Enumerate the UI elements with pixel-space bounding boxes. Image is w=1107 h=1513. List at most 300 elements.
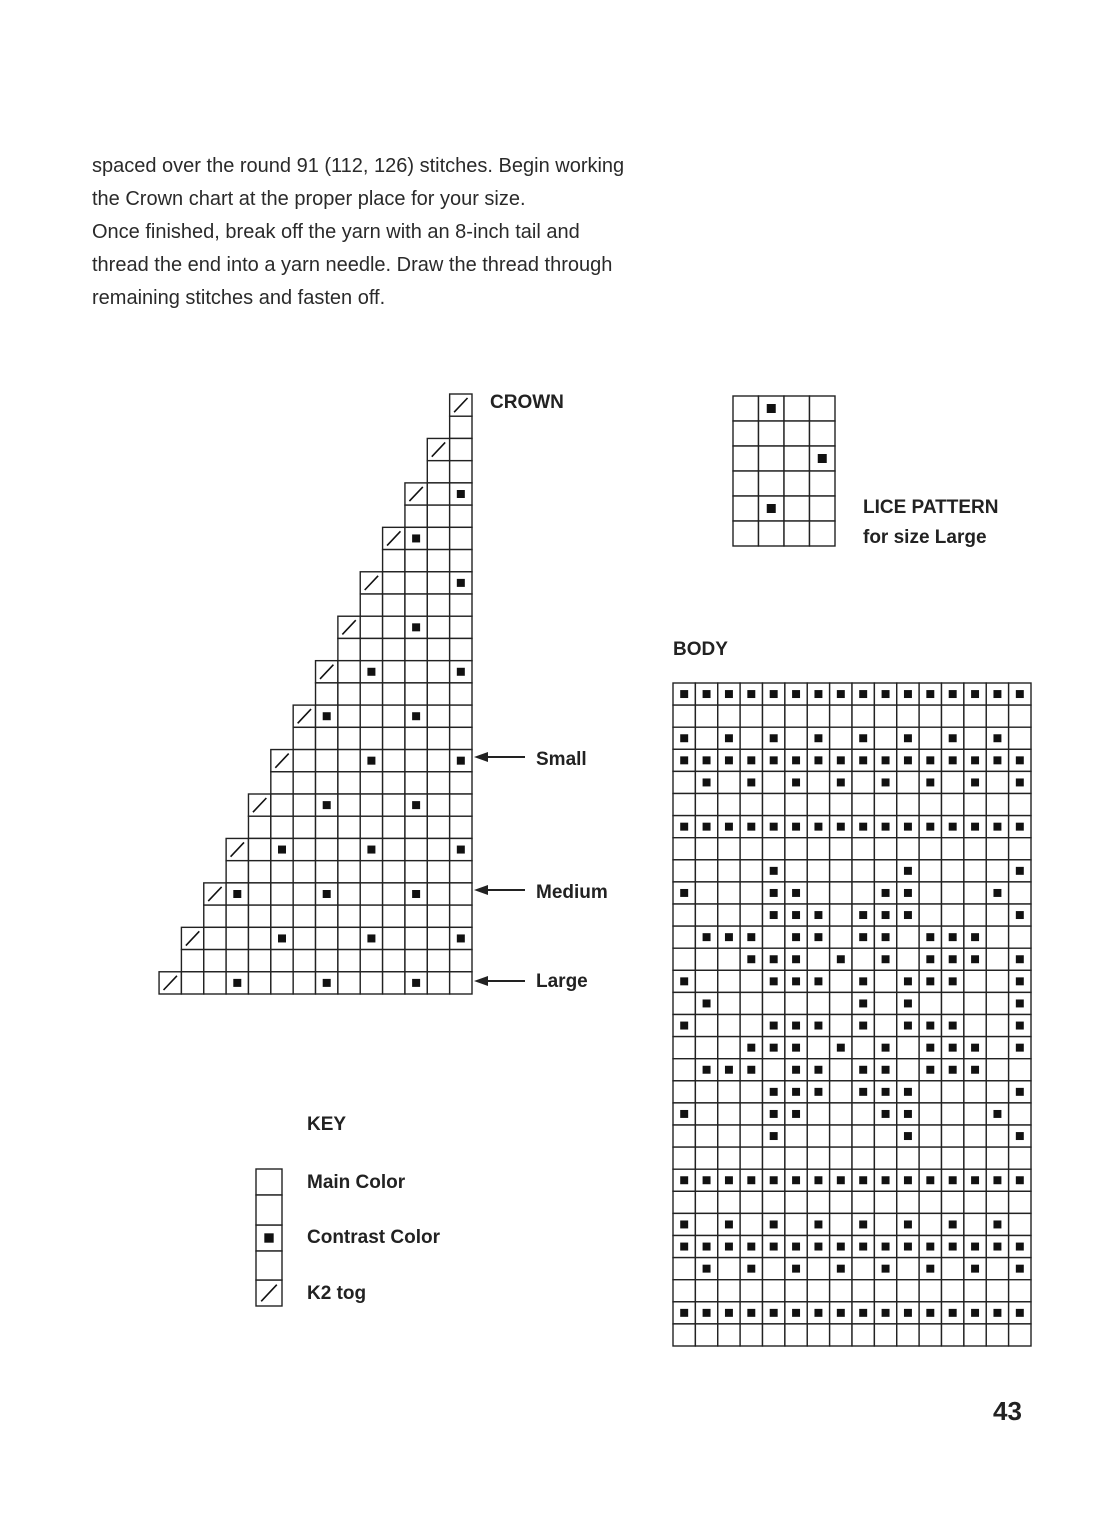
chart-cell (673, 771, 695, 793)
chart-cell (874, 794, 896, 816)
chart-cell (986, 1125, 1008, 1147)
contrast-stitch-mark (814, 1066, 822, 1074)
contrast-stitch-mark (680, 823, 688, 831)
chart-cell (338, 794, 360, 816)
contrast-stitch-mark (747, 690, 755, 698)
chart-cell (383, 927, 405, 949)
chart-cell (807, 1103, 829, 1125)
contrast-stitch-mark (680, 756, 688, 764)
chart-cell (718, 992, 740, 1014)
contrast-stitch-mark (747, 1066, 755, 1074)
contrast-stitch-mark (367, 846, 375, 854)
chart-cell (852, 771, 874, 793)
chart-cell (785, 727, 807, 749)
chart-cell (226, 905, 248, 927)
chart-cell (673, 1081, 695, 1103)
chart-cell (338, 638, 360, 660)
chart-cell (293, 794, 315, 816)
arrow-head (474, 752, 488, 762)
contrast-stitch-mark (792, 1066, 800, 1074)
chart-cell (740, 1081, 762, 1103)
chart-cell (763, 1059, 785, 1081)
chart-cell (695, 794, 717, 816)
chart-cell (316, 861, 338, 883)
contrast-stitch-mark (882, 1176, 890, 1184)
contrast-stitch-mark (949, 977, 957, 985)
chart-cell (964, 838, 986, 860)
key-spacer-cell (256, 1195, 282, 1225)
chart-cell (830, 1147, 852, 1169)
chart-cell (383, 750, 405, 772)
contrast-stitch-mark (949, 1022, 957, 1030)
contrast-stitch-mark (680, 734, 688, 742)
chart-cell (673, 705, 695, 727)
chart-cell (810, 421, 836, 446)
key-label-k2tog: K2 tog (307, 1283, 367, 1304)
chart-cell (405, 550, 427, 572)
chart-cell (360, 616, 382, 638)
chart-cell (964, 1103, 986, 1125)
chart-cell (248, 816, 270, 838)
chart-cell (830, 1125, 852, 1147)
chart-cell (718, 1191, 740, 1213)
contrast-stitch-mark (770, 1132, 778, 1140)
contrast-stitch-mark (949, 690, 957, 698)
contrast-stitch-mark (680, 1110, 688, 1118)
chart-cell (807, 1258, 829, 1280)
chart-cell (293, 861, 315, 883)
contrast-stitch-mark (770, 1220, 778, 1228)
chart-cell (919, 1191, 941, 1213)
chart-cell (293, 750, 315, 772)
chart-cell (830, 1103, 852, 1125)
chart-cell (852, 1324, 874, 1346)
chart-cell (740, 727, 762, 749)
chart-cell (759, 446, 785, 471)
contrast-stitch-mark (703, 690, 711, 698)
contrast-stitch-mark (680, 1022, 688, 1030)
chart-cell (695, 1103, 717, 1125)
chart-cell (919, 1213, 941, 1235)
contrast-stitch-mark (412, 623, 420, 631)
chart-cell (919, 1280, 941, 1302)
chart-cell (338, 661, 360, 683)
contrast-stitch-mark (949, 955, 957, 963)
chart-cell (785, 1280, 807, 1302)
chart-cell (785, 1147, 807, 1169)
chart-cell (450, 616, 472, 638)
chart-cell (248, 883, 270, 905)
chart-cell (293, 816, 315, 838)
chart-cell (450, 438, 472, 460)
contrast-stitch-mark (792, 1265, 800, 1273)
chart-cell (810, 396, 836, 421)
chart-cell (718, 1015, 740, 1037)
chart-cell (360, 861, 382, 883)
contrast-stitch-mark (993, 1110, 1001, 1118)
chart-cell (450, 972, 472, 994)
intro-line: remaining stitches and fasten off. (92, 287, 386, 309)
contrast-stitch-mark (904, 1022, 912, 1030)
key-swatches (256, 1169, 282, 1306)
chart-cell (248, 861, 270, 883)
chart-cell (964, 970, 986, 992)
contrast-stitch-mark (1016, 1088, 1024, 1096)
contrast-stitch-mark (233, 890, 241, 898)
chart-cell (293, 772, 315, 794)
chart-cell (807, 882, 829, 904)
chart-cell (986, 992, 1008, 1014)
chart-cell (383, 816, 405, 838)
chart-cell (718, 860, 740, 882)
chart-cell (450, 638, 472, 660)
chart-cell (733, 446, 759, 471)
chart-cell (673, 904, 695, 926)
contrast-stitch-mark (747, 1044, 755, 1052)
chart-cell (784, 446, 810, 471)
contrast-stitch-mark (792, 823, 800, 831)
chart-cell (405, 861, 427, 883)
page-number: 43 (993, 1396, 1022, 1426)
chart-cell (897, 948, 919, 970)
contrast-stitch-mark (859, 1309, 867, 1317)
contrast-stitch-mark (993, 1176, 1001, 1184)
chart-cell (830, 705, 852, 727)
chart-cell (405, 727, 427, 749)
chart-cell (673, 1037, 695, 1059)
chart-cell (897, 1324, 919, 1346)
chart-cell (897, 1280, 919, 1302)
chart-cell (427, 616, 449, 638)
chart-cell (740, 970, 762, 992)
chart-cell (695, 1147, 717, 1169)
chart-cell (807, 948, 829, 970)
contrast-stitch-mark (770, 1176, 778, 1184)
contrast-stitch-mark (993, 756, 1001, 764)
chart-cell (405, 816, 427, 838)
chart-cell (830, 926, 852, 948)
chart-cell (964, 904, 986, 926)
chart-cell (673, 1191, 695, 1213)
contrast-stitch-mark (904, 690, 912, 698)
chart-cell (942, 1125, 964, 1147)
chart-cell (316, 950, 338, 972)
chart-cell (852, 705, 874, 727)
contrast-stitch-mark (837, 756, 845, 764)
chart-cell (830, 1213, 852, 1235)
contrast-stitch-mark (949, 1309, 957, 1317)
chart-cell (695, 1037, 717, 1059)
chart-cell (942, 1191, 964, 1213)
chart-cell (964, 1280, 986, 1302)
chart-cell (293, 972, 315, 994)
contrast-stitch-mark (859, 977, 867, 985)
chart-cell (807, 1037, 829, 1059)
arrow-medium (474, 885, 525, 895)
contrast-stitch-mark (792, 1088, 800, 1096)
intro-line: Once finished, break off the yarn with an 8-inch tail and (92, 221, 580, 243)
contrast-stitch-mark (904, 823, 912, 831)
arrow-large (474, 976, 525, 986)
chart-cell (964, 1147, 986, 1169)
chart-cell (226, 950, 248, 972)
chart-cell (338, 927, 360, 949)
chart-cell (785, 794, 807, 816)
chart-cell (919, 1103, 941, 1125)
chart-cell (695, 1280, 717, 1302)
contrast-stitch-mark (814, 977, 822, 985)
contrast-stitch-mark (1016, 823, 1024, 831)
contrast-stitch-mark (971, 823, 979, 831)
chart-cell (293, 838, 315, 860)
contrast-stitch-mark (971, 1243, 979, 1251)
chart-cell (405, 661, 427, 683)
chart-cell (450, 861, 472, 883)
chart-cell (338, 705, 360, 727)
chart-cell (964, 1015, 986, 1037)
contrast-stitch-mark (926, 977, 934, 985)
chart-cell (360, 794, 382, 816)
chart-cell (718, 1147, 740, 1169)
chart-cell (1009, 1280, 1031, 1302)
key-label-contrast-color: Contrast Color (307, 1227, 440, 1248)
body-title: BODY (673, 639, 728, 660)
chart-cell (763, 1147, 785, 1169)
contrast-stitch-mark (814, 823, 822, 831)
contrast-stitch-mark (904, 911, 912, 919)
contrast-stitch-mark (993, 734, 1001, 742)
contrast-stitch-mark (747, 1265, 755, 1273)
chart-cell (874, 1280, 896, 1302)
arrow-small (474, 752, 525, 762)
contrast-stitch-mark (926, 933, 934, 941)
chart-cell (852, 948, 874, 970)
chart-cell (1009, 727, 1031, 749)
chart-cell (830, 1059, 852, 1081)
contrast-stitch-mark (837, 1265, 845, 1273)
chart-cell (740, 1280, 762, 1302)
contrast-stitch-mark (882, 889, 890, 897)
contrast-stitch-mark (1016, 1176, 1024, 1184)
chart-cell (383, 772, 405, 794)
chart-cell (338, 838, 360, 860)
contrast-stitch-mark (725, 1220, 733, 1228)
chart-cell (450, 461, 472, 483)
contrast-stitch-mark (814, 1309, 822, 1317)
chart-cell (733, 421, 759, 446)
contrast-stitch-mark (949, 734, 957, 742)
chart-cell (450, 950, 472, 972)
chart-cell (718, 1037, 740, 1059)
contrast-stitch-mark (412, 890, 420, 898)
contrast-stitch-mark (904, 977, 912, 985)
contrast-stitch-mark (949, 1243, 957, 1251)
contrast-stitch-mark (1016, 955, 1024, 963)
contrast-stitch-mark (792, 977, 800, 985)
contrast-stitch-mark (792, 1022, 800, 1030)
contrast-stitch-mark (949, 1066, 957, 1074)
contrast-stitch-mark (725, 933, 733, 941)
chart-cell (807, 705, 829, 727)
chart-cell (718, 948, 740, 970)
chart-cell (986, 948, 1008, 970)
chart-cell (919, 1081, 941, 1103)
chart-cell (807, 860, 829, 882)
contrast-stitch-mark (882, 1044, 890, 1052)
contrast-stitch-mark (949, 1176, 957, 1184)
chart-cell (986, 926, 1008, 948)
contrast-stitch-mark (971, 933, 979, 941)
chart-cell (874, 1015, 896, 1037)
chart-cell (852, 1103, 874, 1125)
contrast-stitch-mark (1016, 1243, 1024, 1251)
chart-cell (360, 594, 382, 616)
contrast-stitch-mark (725, 823, 733, 831)
chart-cell (759, 471, 785, 496)
chart-cell (673, 1147, 695, 1169)
contrast-stitch-mark (904, 1309, 912, 1317)
contrast-stitch-mark (926, 1176, 934, 1184)
contrast-stitch-mark (770, 1110, 778, 1118)
chart-cell (383, 638, 405, 660)
contrast-stitch-mark (680, 1220, 688, 1228)
chart-cell (695, 904, 717, 926)
chart-cell (897, 771, 919, 793)
chart-cell (1009, 838, 1031, 860)
chart-cell (427, 572, 449, 594)
contrast-stitch-mark (814, 1088, 822, 1096)
contrast-stitch-mark (747, 1176, 755, 1184)
chart-cell (338, 950, 360, 972)
chart-cell (695, 838, 717, 860)
chart-cell (338, 972, 360, 994)
chart-cell (360, 683, 382, 705)
chart-cell (919, 838, 941, 860)
chart-cell (316, 927, 338, 949)
chart-cell (740, 882, 762, 904)
lice-subtitle: for size Large (863, 527, 987, 548)
chart-cell (830, 1324, 852, 1346)
contrast-stitch-mark (949, 823, 957, 831)
contrast-stitch-mark (814, 1176, 822, 1184)
contrast-stitch-mark (792, 889, 800, 897)
intro-line: the Crown chart at the proper place for your size. (92, 188, 526, 210)
chart-cell (673, 948, 695, 970)
contrast-stitch-mark (725, 734, 733, 742)
contrast-stitch-mark (904, 1110, 912, 1118)
chart-cell (807, 1191, 829, 1213)
chart-cell (785, 1191, 807, 1213)
chart-cell (695, 1081, 717, 1103)
chart-cell (852, 1258, 874, 1280)
contrast-stitch-mark (770, 1022, 778, 1030)
chart-cell (763, 705, 785, 727)
chart-cell (810, 471, 836, 496)
chart-cell (293, 727, 315, 749)
contrast-stitch-mark (949, 1044, 957, 1052)
chart-cell (316, 750, 338, 772)
chart-cell (986, 904, 1008, 926)
key-label-main-color: Main Color (307, 1172, 406, 1193)
contrast-stitch-mark (926, 1044, 934, 1052)
contrast-stitch-mark (323, 979, 331, 987)
contrast-stitch-mark (747, 955, 755, 963)
chart-cell (204, 905, 226, 927)
chart-cell (673, 860, 695, 882)
chart-cell (740, 838, 762, 860)
chart-cell (360, 816, 382, 838)
contrast-stitch-mark (767, 504, 776, 513)
chart-cell (1009, 1059, 1031, 1081)
chart-cell (316, 772, 338, 794)
chart-cell (405, 750, 427, 772)
chart-cell (695, 1324, 717, 1346)
contrast-stitch-mark (323, 801, 331, 809)
chart-cell (427, 883, 449, 905)
contrast-stitch-mark (837, 1176, 845, 1184)
chart-cell (383, 794, 405, 816)
chart-cell (427, 661, 449, 683)
chart-cell (942, 882, 964, 904)
contrast-stitch-mark (993, 690, 1001, 698)
chart-cell (695, 727, 717, 749)
chart-cell (450, 505, 472, 527)
contrast-stitch-mark (882, 1243, 890, 1251)
contrast-stitch-mark (859, 1088, 867, 1096)
crown-chart (159, 394, 472, 994)
contrast-stitch-mark (971, 955, 979, 963)
chart-cell (986, 970, 1008, 992)
arrow-head (474, 976, 488, 986)
chart-cell (718, 1081, 740, 1103)
contrast-stitch-mark (882, 1265, 890, 1273)
chart-cell (807, 1280, 829, 1302)
contrast-stitch-mark (725, 690, 733, 698)
chart-cell (427, 638, 449, 660)
chart-cell (986, 1147, 1008, 1169)
contrast-stitch-mark (703, 823, 711, 831)
contrast-stitch-mark (926, 690, 934, 698)
contrast-stitch-mark (367, 668, 375, 676)
chart-cell (360, 727, 382, 749)
lice-title: LICE PATTERN (863, 497, 999, 518)
chart-cell (695, 882, 717, 904)
contrast-stitch-mark (703, 933, 711, 941)
chart-cell (740, 860, 762, 882)
contrast-stitch-mark (792, 1044, 800, 1052)
contrast-stitch-mark (882, 1110, 890, 1118)
contrast-stitch-mark (904, 756, 912, 764)
contrast-stitch-mark (971, 1265, 979, 1273)
contrast-stitch-mark (993, 1243, 1001, 1251)
chart-cell (852, 1280, 874, 1302)
chart-cell (897, 1059, 919, 1081)
chart-cell (427, 594, 449, 616)
contrast-stitch-mark (926, 1022, 934, 1030)
contrast-stitch-mark (993, 889, 1001, 897)
chart-cell (763, 992, 785, 1014)
chart-cell (830, 882, 852, 904)
chart-cell (986, 838, 1008, 860)
chart-cell (919, 1125, 941, 1147)
contrast-stitch-mark (770, 734, 778, 742)
contrast-stitch-mark (859, 690, 867, 698)
contrast-stitch-mark (971, 756, 979, 764)
chart-cell (1009, 926, 1031, 948)
contrast-stitch-mark (792, 690, 800, 698)
chart-cell (830, 1191, 852, 1213)
contrast-stitch-mark (747, 933, 755, 941)
